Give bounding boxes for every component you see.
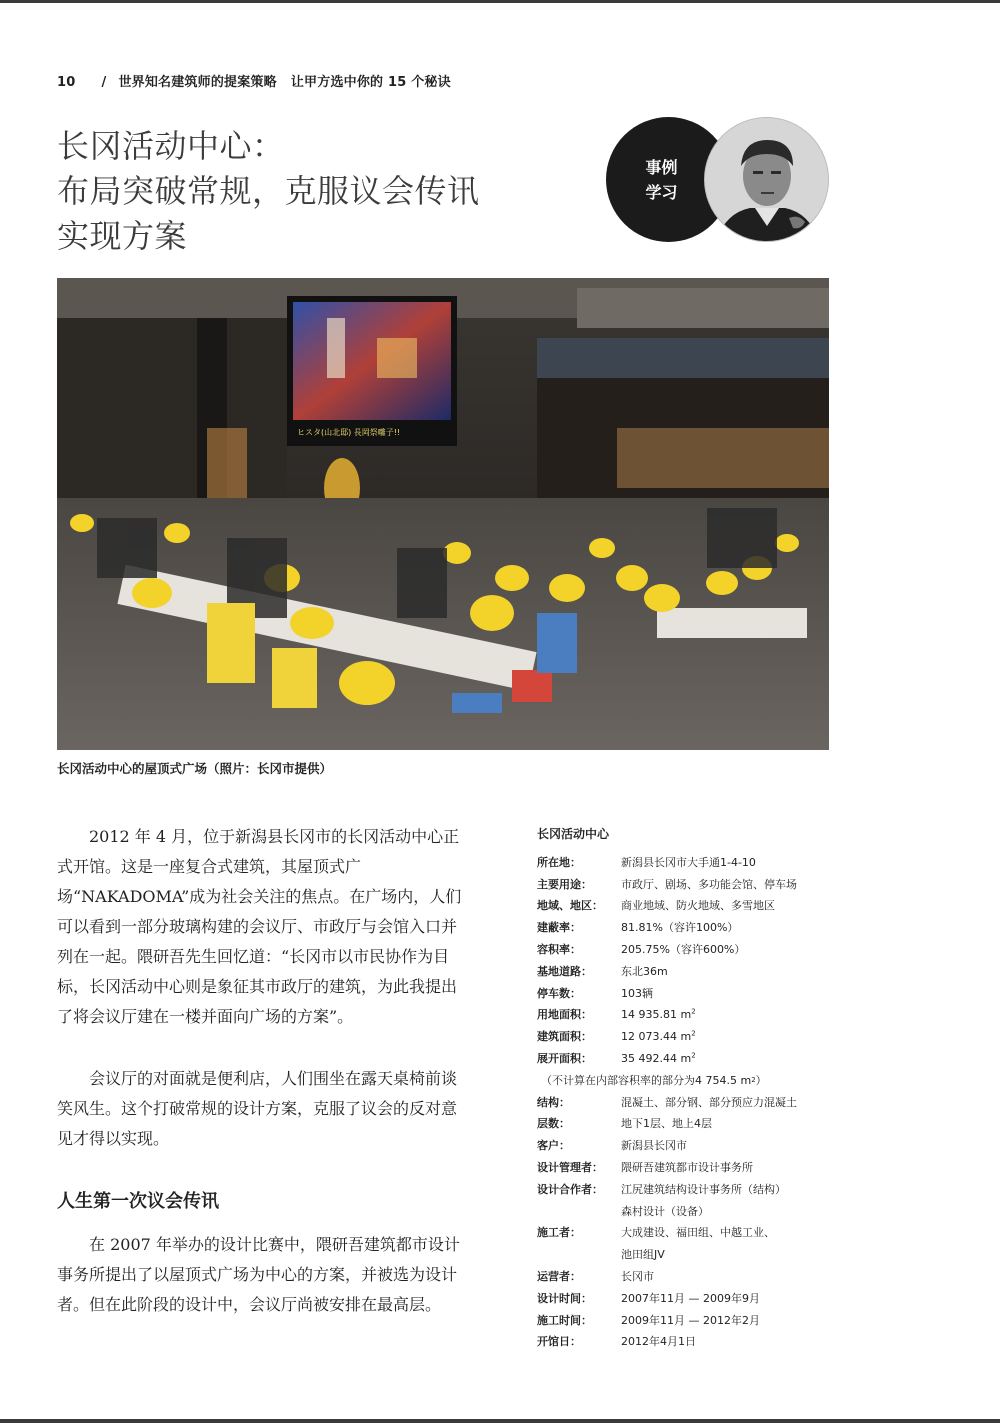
info-row: [537, 1178, 837, 1200]
bottom-rule: [0, 1419, 1000, 1423]
info-key: 用地面积：: [537, 1008, 592, 1022]
book-title: 世界知名建筑师的提案策略: [118, 75, 277, 90]
project-info-table: [537, 825, 837, 1352]
info-row: [537, 851, 837, 873]
info-row: [537, 1025, 837, 1047]
info-value: 2012年4月1日: [621, 1335, 696, 1349]
architect-portrait: [704, 117, 829, 242]
info-value: 2009年11月 — 2012年2月: [621, 1313, 760, 1327]
info-key: 结构：: [537, 1095, 570, 1109]
info-value: 隈研吾建筑都市设计事务所: [621, 1161, 753, 1175]
article-title: [57, 124, 480, 259]
info-row: [537, 960, 837, 982]
info-key: 设计时间：: [537, 1291, 592, 1305]
paragraph-1-text: 2012 年 4 月，位于新潟县长冈市的长冈活动中心正式开馆。这是一座复合式建筑，其屋顶式广场“NAKADOMA”成为社会关注的焦点。在广场内，人们可以看到一部分玻璃构建的会议厅、市政厅与会馆入口并列在一起。隈研吾先生回忆道：“长冈市以市民协作为目标，长冈活动中心则是象征其市政厅的建筑，为此我提出了将会议厅建在一楼并面向广场的方案”。: [57, 827, 462, 1026]
info-row: [537, 1004, 837, 1026]
squared-mark: 2: [691, 1007, 696, 1016]
info-value: 2007年11月 — 2009年9月: [621, 1291, 760, 1305]
info-key: 施工者：: [537, 1226, 581, 1240]
info-row: [537, 1047, 837, 1069]
info-value: 混凝土、部分钢、部分预应力混凝土: [621, 1095, 797, 1109]
body-paragraph-1: [57, 822, 467, 1032]
info-value: 市政厅、剧场、多功能会馆、停车场: [621, 877, 797, 891]
running-header: [57, 71, 451, 90]
value-text: 14 935.81 m: [621, 1007, 692, 1021]
plaza-photo-illustration: [57, 278, 829, 750]
info-row: [537, 895, 837, 917]
page-number: 10: [57, 75, 76, 90]
info-key: 基地道路：: [537, 964, 592, 978]
value-text: 35 492.44 m: [621, 1051, 692, 1065]
info-title: 长冈活动中心: [537, 827, 610, 841]
info-row: [537, 938, 837, 960]
info-value: 新潟县长冈市大手通1-4-10: [621, 855, 756, 869]
paragraph-2-text: 会议厅的对面就是便利店，人们围坐在露天桌椅前谈笑风生。这个打破常规的设计方案，克服了议会的反对意见才得以实现。: [57, 1069, 458, 1148]
info-row: [537, 1287, 837, 1309]
info-key: 层数：: [537, 1117, 570, 1131]
info-row: [537, 1134, 837, 1156]
info-key: 主要用途：: [537, 877, 592, 891]
info-row: [537, 1113, 837, 1135]
paragraph-3-text: 在 2007 年举办的设计比赛中，隈研吾建筑都市设计事务所提出了以屋顶式广场为中心的方案，并被选为设计者。但在此阶段的设计中，会议厅尚被安排在最高层。: [57, 1235, 460, 1314]
info-row: [537, 1222, 837, 1244]
photo-caption: 长冈活动中心的屋顶式广场（照片：长冈市提供）: [57, 761, 333, 776]
info-key: 停车数：: [537, 986, 581, 1000]
info-row: [537, 1200, 837, 1222]
note-end: ）: [755, 1073, 767, 1087]
section-heading: 人生第一次议会传讯: [57, 1191, 219, 1212]
info-value: 森村设计（设备）: [621, 1204, 709, 1218]
body-paragraph-3: [57, 1230, 467, 1320]
info-key: 地域、地区：: [537, 899, 603, 913]
portrait-illustration: [705, 118, 829, 242]
title-line-2: 布局突破常规，克服议会传讯: [57, 172, 480, 210]
info-row: [537, 873, 837, 895]
info-row: [537, 1091, 837, 1113]
value-text: 12 073.44 m: [621, 1029, 692, 1043]
badge-line-1: 事例: [645, 158, 678, 177]
info-row: [537, 1265, 837, 1287]
info-value: 商业地域、防火地域、多雪地区: [621, 899, 775, 913]
squared-mark: 2: [691, 1050, 696, 1059]
info-area-note: （不计算在内部容积率的部分为4 754.5 m 2 ）: [541, 1073, 767, 1087]
info-key: 建筑面积：: [537, 1030, 592, 1044]
info-value: 81.81%（容许100%）: [621, 921, 739, 935]
info-value: [621, 1030, 837, 1043]
info-key: 施工时间：: [537, 1313, 592, 1327]
screen-caption-text: ヒスタ(山北邸) 長岡祭囃子!!: [297, 428, 401, 437]
info-row: [537, 1309, 837, 1331]
title-line-1: 长冈活动中心：: [57, 127, 285, 165]
badge-line-2: 学习: [645, 183, 678, 202]
info-value: 池田组JV: [621, 1248, 665, 1262]
info-value: 东北36m: [621, 964, 668, 978]
info-value: 205.75%（容许600%）: [621, 943, 746, 957]
info-key: 开馆日：: [537, 1335, 581, 1349]
info-value: 江尻建筑结构设计事务所（结构）: [621, 1182, 786, 1196]
info-row: [537, 1243, 837, 1265]
plaza-photo: [57, 278, 829, 750]
info-key: 展开面积：: [537, 1052, 592, 1066]
info-row: [537, 1156, 837, 1178]
info-value: [621, 1008, 837, 1021]
info-key: 设计合作者：: [537, 1182, 603, 1196]
info-key: 所在地：: [537, 855, 581, 869]
body-paragraph-2: [57, 1064, 467, 1154]
title-line-3: 实现方案: [57, 217, 188, 255]
info-key: 容积率：: [537, 943, 581, 957]
info-key: 运营者：: [537, 1270, 581, 1284]
info-row: [537, 916, 837, 938]
info-key: 客户：: [537, 1139, 570, 1153]
info-value: 103辆: [621, 986, 653, 1000]
info-row: [537, 982, 837, 1004]
info-value: 新潟县长冈市: [621, 1139, 687, 1153]
info-value: 地下1层、地上4层: [621, 1117, 712, 1131]
info-value: [621, 1052, 837, 1065]
info-row: [537, 1331, 837, 1353]
header-separator: /: [101, 75, 107, 90]
top-rule: [0, 0, 1000, 3]
info-value: 大成建设、福田组、中越工业、: [621, 1226, 775, 1240]
squared-mark: 2: [691, 1029, 696, 1038]
book-subtitle: 让甲方选中你的 15 个秘诀: [290, 75, 451, 90]
info-value: 长冈市: [621, 1270, 654, 1284]
note-text: （不计算在内部容积率的部分为4 754.5 m: [541, 1073, 752, 1087]
info-key: 建蔽率：: [537, 921, 581, 935]
info-key: 设计管理者：: [537, 1161, 603, 1175]
